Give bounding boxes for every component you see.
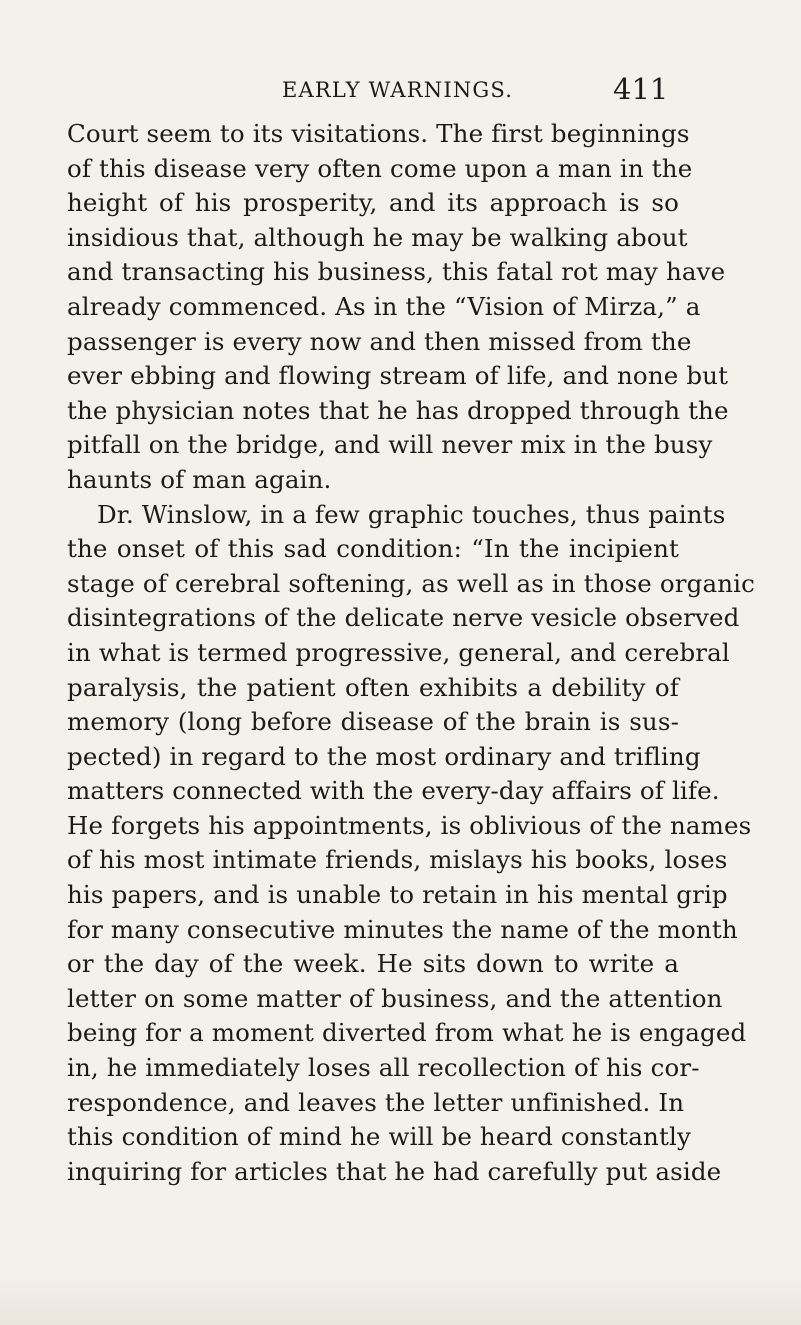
text-line: paralysis, the patient often exhibits a debility of (67, 672, 679, 702)
text-line: Court seem to its visitations. The first beginnings (67, 119, 690, 148)
running-head: EARLY WARNINGS. (282, 78, 514, 102)
text-line: passenger is every now and then missed from the (67, 326, 692, 356)
text-line: already commenced. As in the “Vision of Mirza,” a (67, 291, 701, 321)
body-text (67, 117, 756, 1189)
text-line: inquiring for articles that he had carefully put aside (67, 1156, 722, 1186)
text-line: respondence, and leaves the letter unfinished. In (67, 1087, 685, 1117)
text-line: pected) in regard to the most ordinary and trifling (67, 741, 701, 771)
text-line: ever ebbing and flowing stream of life, and none but (67, 361, 729, 391)
text-line: and transacting his business, this fatal rot may have (67, 257, 726, 287)
text-line: his papers, and is unable to retain in his mental grip (67, 880, 728, 910)
text-line: stage of cerebral softening, as well as in those organic (67, 568, 756, 598)
text-line: of this disease very often come upon a man in the (67, 153, 693, 183)
text-line: for many consecutive minutes the name of the month (67, 914, 738, 944)
paragraph-end-line: haunts of man again. (67, 464, 332, 494)
text-line: in what is termed progressive, general, and cerebral (67, 637, 730, 667)
text-line: disintegrations of the delicate nerve vesicle observed (67, 603, 740, 633)
paragraph-start-line: Dr. Winslow, in a few graphic touches, thus paints (97, 499, 726, 529)
text-line: being for a moment diverted from what he is engaged (67, 1018, 747, 1048)
text-line: matters connected with the every-day affairs of life. (67, 776, 720, 806)
text-line: in, he immediately loses all recollection of his cor- (67, 1053, 700, 1083)
text-line: pitfall on the bridge, and will never mix in the busy (67, 430, 713, 460)
text-line: the physician notes that he has dropped through the (67, 395, 729, 425)
text-line: the onset of this sad condition: “In the incipient (67, 534, 679, 564)
page-number: 411 (613, 72, 669, 106)
page-bottom-shadow (0, 1272, 801, 1325)
page-header (0, 72, 801, 108)
text-line: height of his prosperity, and its approach is so (67, 188, 679, 218)
text-line: or the day of the week. He sits down to write a (67, 949, 679, 979)
text-line: He forgets his appointments, is oblivious of the names (67, 810, 752, 840)
text-line: this condition of mind he will be heard constantly (67, 1122, 691, 1152)
text-line: insidious that, although he may be walking about (67, 222, 688, 252)
text-line: letter on some matter of business, and the attention (67, 983, 723, 1013)
text-line: of his most intimate friends, mislays his books, loses (67, 845, 728, 875)
text-line: memory (long before disease of the brain is sus- (67, 707, 679, 737)
